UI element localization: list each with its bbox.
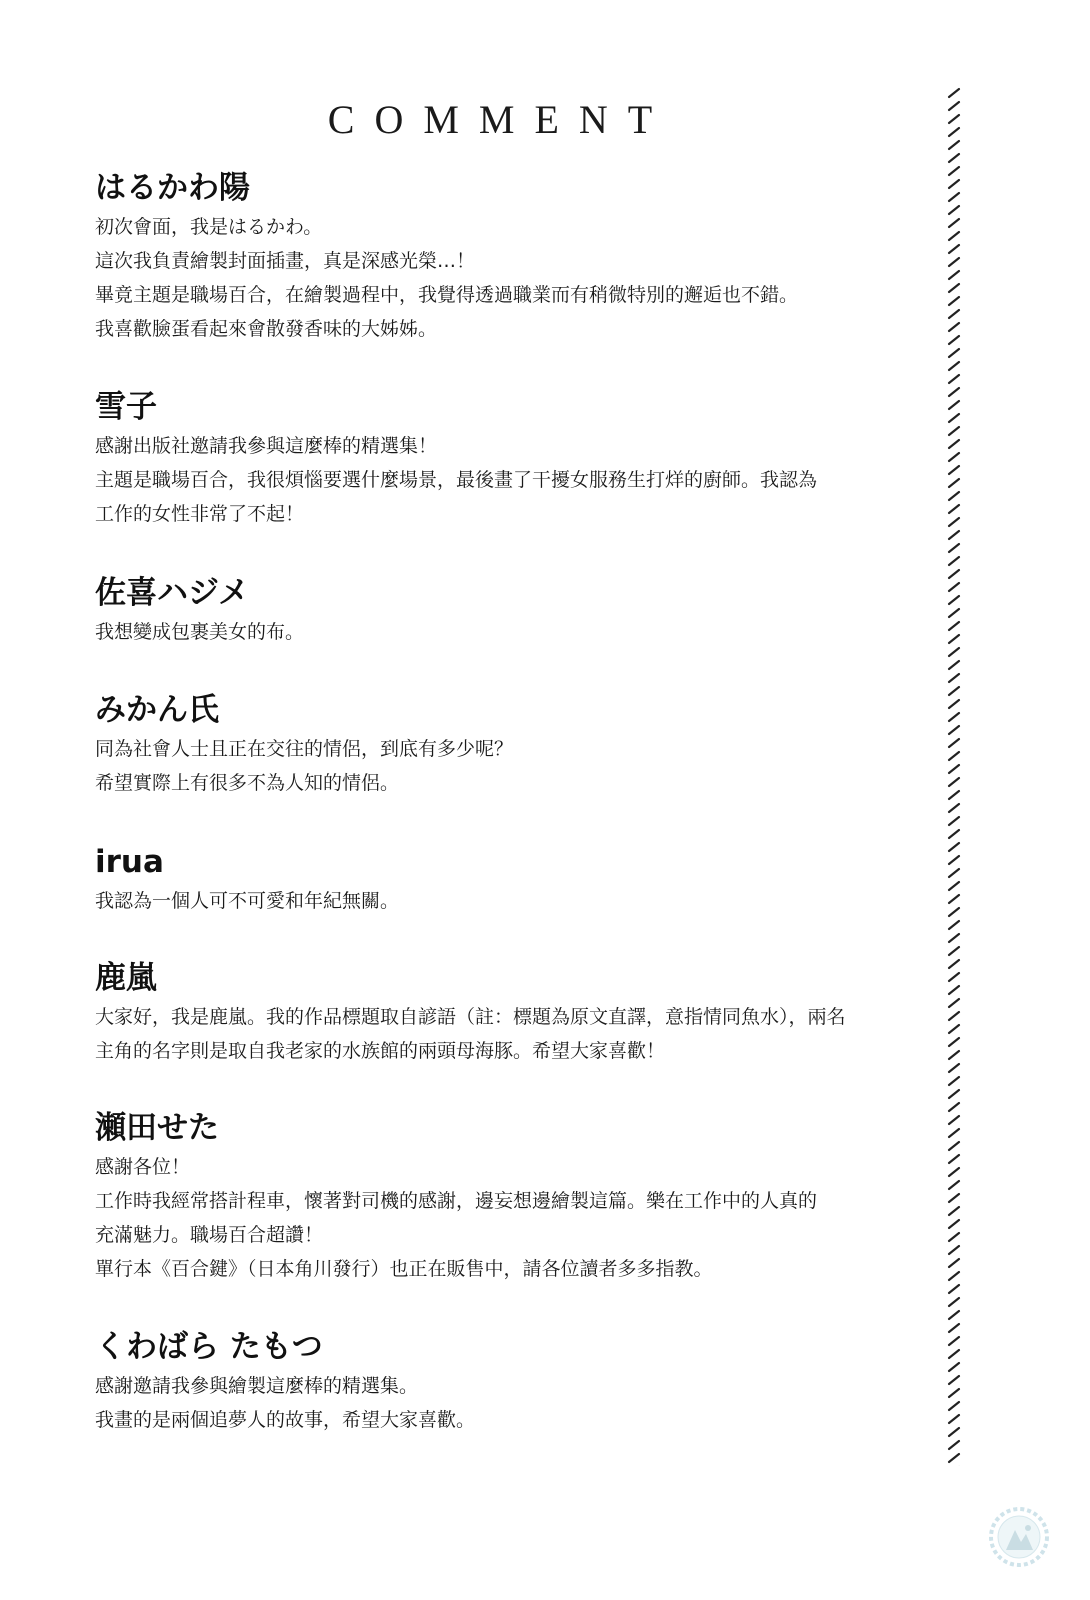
comment-line: 我喜歡臉蛋看起來會散發香味的大姊姊。 xyxy=(95,318,438,340)
comment-line: 主角的名字則是取自我老家的水族館的兩頭母海豚。希望大家喜歡！ xyxy=(95,1040,666,1062)
comment-block xyxy=(95,1108,925,1286)
comment-block xyxy=(95,573,925,649)
comment-line: 工作時我經常搭計程車，懷著對司機的感謝，邊妄想邊繪製這篇。樂在工作中的人真的 xyxy=(95,1190,818,1212)
comment-line: 我想變成包裹美女的布。 xyxy=(95,621,305,643)
author-name: みかん氏 xyxy=(95,692,219,728)
author-name: くわばら たもつ xyxy=(95,1329,323,1365)
author-name: 鹿嵐 xyxy=(95,960,157,996)
comment-line: 我畫的是兩個追夢人的故事，希望大家喜歡。 xyxy=(95,1409,476,1431)
comment-block xyxy=(95,690,925,800)
comment-line: 初次會面，我是はるかわ。 xyxy=(95,216,323,238)
author-name: 雪子 xyxy=(95,389,157,425)
comment-line: 希望實際上有很多不為人知的情侶。 xyxy=(95,772,400,794)
comment-line: 感謝邀請我參與繪製這麼棒的精選集。 xyxy=(95,1375,419,1397)
comment-line: 我認為一個人可不可愛和年紀無關。 xyxy=(95,890,400,912)
author-name: irua xyxy=(95,844,164,880)
comment-block xyxy=(95,842,925,918)
author-name: はるかわ陽 xyxy=(95,170,250,206)
comment-line: 感謝出版社邀請我參與這麼棒的精選集！ xyxy=(95,435,438,457)
comment-line: 畢竟主題是職場百合，在繪製過程中，我覺得透過職業而有稍微特別的邂逅也不錯。 xyxy=(95,284,799,306)
watermark-logo-icon xyxy=(988,1506,1050,1568)
comment-line: 感謝各位！ xyxy=(95,1156,191,1178)
comment-line: 主題是職場百合，我很煩惱要選什麼場景，最後畫了干擾女服務生打烊的廚師。我認為 xyxy=(95,469,818,491)
comment-line: 這次我負責繪製封面插畫，真是深感光榮…！ xyxy=(95,250,476,272)
author-name: 瀬田せた xyxy=(95,1110,219,1146)
comment-line: 充滿魅力。職場百合超讚！ xyxy=(95,1224,324,1246)
comment-block xyxy=(95,958,925,1068)
comment-block xyxy=(95,387,925,531)
comment-line: 大家好，我是鹿嵐。我的作品標題取自諺語（註：標題為原文直譯，意指情同魚水），兩名 xyxy=(95,1006,846,1028)
comment-block xyxy=(95,1327,925,1437)
comment-line: 工作的女性非常了不起！ xyxy=(95,503,305,525)
comment-line: 單行本《百合鍵》（日本角川發行）也正在販售中，請各位讀者多多指教。 xyxy=(95,1258,713,1280)
comment-line: 同為社會人士且正在交往的情侶，到底有多少呢？ xyxy=(95,738,514,760)
comment-block xyxy=(95,168,925,346)
author-name: 佐喜ハジメ xyxy=(95,575,250,611)
decorative-dashed-divider xyxy=(940,86,968,1466)
page-title: COMMENT xyxy=(327,97,673,142)
